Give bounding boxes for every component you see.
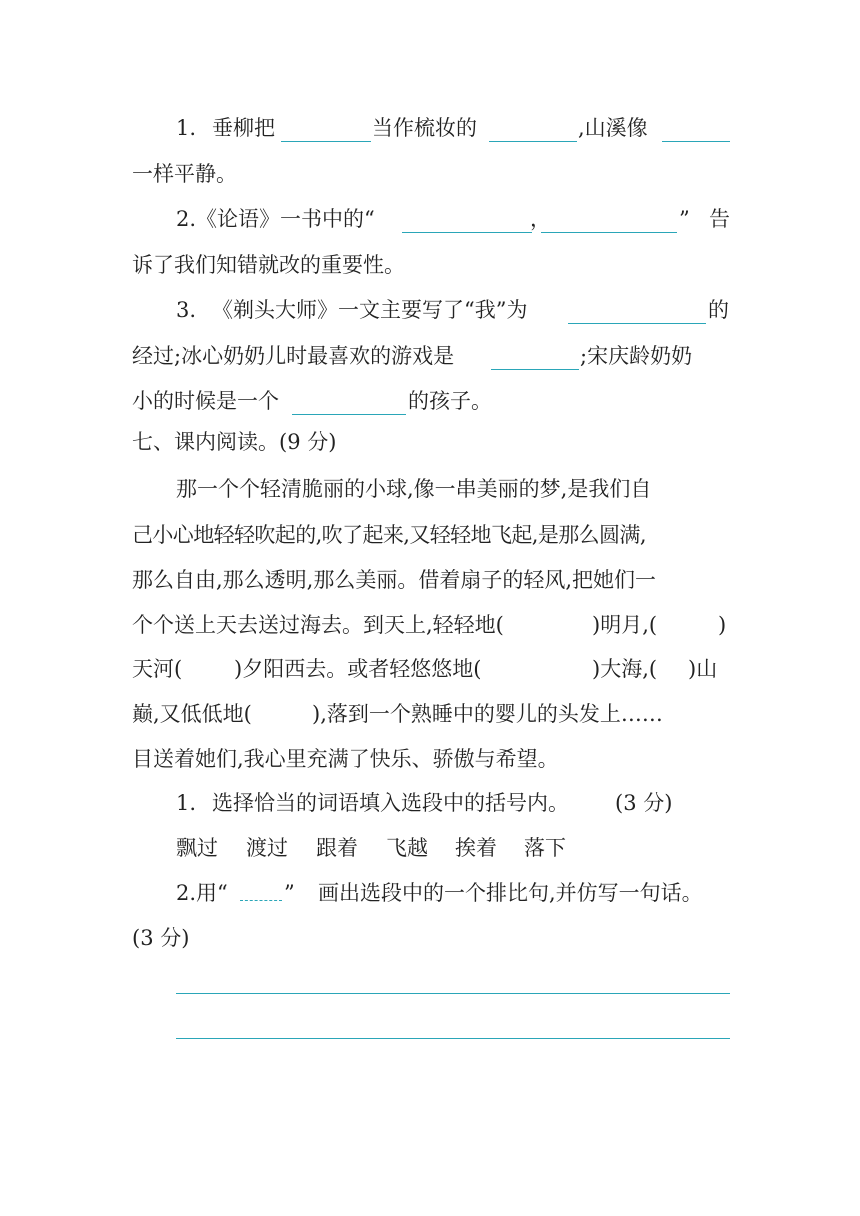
question-1-number: 1. (176, 116, 197, 140)
passage-text-5a: 天河( (132, 657, 183, 681)
blank-3b[interactable] (491, 343, 579, 370)
passage-line-6 (0, 691, 860, 737)
passage-line-1 (0, 466, 860, 512)
passage-text-4a: 个个送上天去送过海去。到天上,轻轻地( (132, 613, 504, 637)
wavy-line-sample (240, 900, 282, 901)
sub-question-2 (0, 870, 860, 916)
question-3-number: 3. (176, 298, 197, 322)
question-1-text-b: 当作梳妆的 (372, 116, 477, 140)
question-2-text-b: 告 (709, 207, 730, 231)
passage-text-3: 那么自由,那么透明,那么美丽。借着扇子的轻风,把她们一 (132, 568, 657, 592)
question-2-line-2 (0, 242, 860, 288)
question-2-text-c: 诉了我们知错就改的重要性。 (132, 253, 405, 277)
question-3-text-b: 的 (708, 298, 729, 322)
sub-question-1 (0, 780, 860, 826)
sub-question-2-score: (3 分) (132, 926, 190, 950)
question-3-text-a: 《剃头大师》一文主要写了“我”为 (212, 298, 528, 322)
question-1-text-a: 垂柳把 (212, 116, 275, 140)
blank-3c[interactable] (292, 388, 406, 415)
question-1-text-c: ,山溪像 (578, 116, 648, 140)
blank-2b[interactable] (541, 206, 677, 233)
question-2-comma: ， (530, 207, 551, 231)
question-1-text-d: 一样平静。 (132, 162, 237, 186)
passage-text-2: 己小心地轻轻吹起的,吹了起来,又轻轻地飞起,是那么圆满, (132, 523, 646, 547)
word-choice: 挨着 (455, 836, 497, 860)
passage-line-4 (0, 602, 860, 648)
blank-2a[interactable] (402, 206, 532, 233)
sub-question-1-number: 1. (176, 791, 197, 815)
question-3-text-f: 的孩子。 (408, 389, 492, 413)
word-choice: 渡过 (246, 836, 288, 860)
word-choices (0, 825, 860, 871)
passage-text-7: 目送着她们,我心里充满了快乐、骄傲与希望。 (132, 747, 559, 771)
passage-text-5c: )大海,( (592, 657, 658, 681)
sub-question-2-text-b: 画出选段中的一个排比句,并仿写一句话。 (318, 881, 703, 905)
blank-1a[interactable] (281, 115, 371, 142)
passage-line-7 (0, 736, 860, 782)
question-1-line-1 (0, 105, 860, 151)
word-choice: 落下 (524, 836, 566, 860)
sub-question-2-quote: ” (284, 881, 295, 905)
blank-1c[interactable] (662, 115, 730, 142)
passage-text-5d: )山 (688, 657, 718, 681)
passage-line-3 (0, 557, 860, 603)
passage-line-5 (0, 646, 860, 692)
section-7-title: 七、课内阅读。(9 分) (132, 430, 337, 454)
passage-text-6a: 巅,又低低地( (132, 702, 252, 726)
sub-question-1-score: (3 分) (615, 791, 673, 815)
question-3-text-d: ;宋庆龄奶奶 (580, 344, 693, 368)
word-choice: 跟着 (316, 836, 358, 860)
passage-line-2 (0, 512, 860, 558)
passage-text-1: 那一个个轻清脆丽的小球,像一串美丽的梦,是我们自 (176, 477, 652, 501)
passage-text-5b: )夕阳西去。或者轻悠悠地( (234, 657, 482, 681)
sub-question-2-score-line (0, 915, 860, 961)
question-3-line-2 (0, 333, 860, 379)
blank-3a[interactable] (568, 297, 706, 324)
passage-text-6b: ),落到一个熟睡中的婴儿的头发上…… (312, 702, 663, 726)
passage-text-4b: )明月,( (592, 613, 658, 637)
sub-question-1-text: 选择恰当的词语填入选段中的括号内。 (212, 791, 569, 815)
answer-line-1[interactable] (176, 993, 730, 994)
question-3-text-e: 小的时候是一个 (132, 389, 279, 413)
word-choice: 飘过 (176, 836, 218, 860)
question-2-quote: ” (679, 207, 690, 231)
question-2-line-1 (0, 196, 860, 242)
answer-line-2[interactable] (176, 1038, 730, 1039)
question-3-text-c: 经过;冰心奶奶儿时最喜欢的游戏是 (132, 344, 455, 368)
section-7-heading (0, 419, 860, 465)
sub-question-2-text-a: 2.用“ (176, 881, 228, 905)
blank-1b[interactable] (489, 115, 577, 142)
passage-text-4c: ) (718, 613, 727, 637)
question-3-line-3 (0, 378, 860, 424)
word-choice: 飞越 (386, 836, 428, 860)
question-2-text-a: 2.《论语》一书中的“ (176, 207, 375, 231)
question-3-line-1 (0, 287, 860, 333)
question-1-line-2 (0, 151, 860, 197)
